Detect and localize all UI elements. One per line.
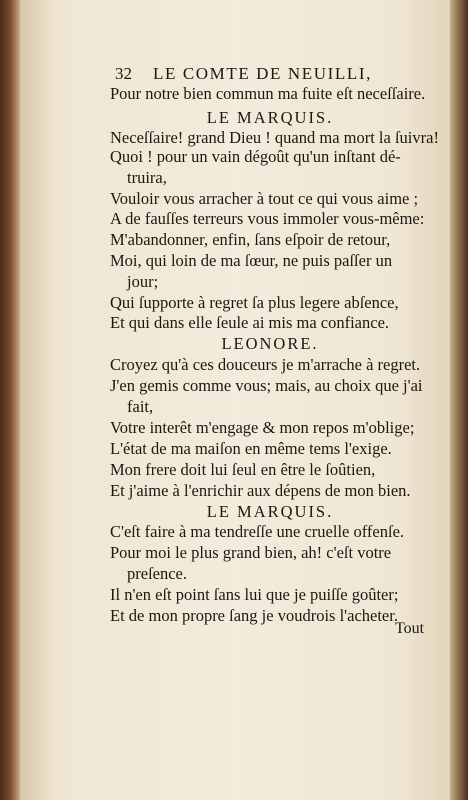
page-number: 32: [115, 64, 132, 83]
verse-line: L'état de ma maiſon en même tems l'exige.: [110, 439, 392, 458]
book-fore-edge-right: [450, 0, 468, 800]
verse-line: preſence.: [127, 564, 187, 583]
verse-line: Quoi ! pour un vain dégoût qu'un inſtant dé-: [110, 147, 401, 166]
verse-line: Pour notre bien commun ma fuite eſt neceſſaire.: [110, 84, 426, 103]
verse-line: Et de mon propre ſang je voudrois l'acheter.: [110, 606, 398, 625]
verse-line: Moi, qui loin de ma ſœur, ne puis paſſer un: [110, 251, 393, 270]
verse-line: M'abandonner, enfin, ſans eſpoir de retour,: [110, 230, 391, 249]
verse-line: Pour moi le plus grand bien, ah! c'eſt votre: [110, 543, 392, 562]
verse-line: Il n'en eſt point ſans lui que je puiſſe goûter;: [110, 585, 399, 604]
verse-line: Croyez qu'à ces douceurs je m'arrache à regret.: [110, 355, 421, 374]
book-gutter-left: [0, 0, 22, 800]
verse-line: Neceſſaire! grand Dieu ! quand ma mort la ſuivra!: [110, 128, 439, 147]
verse-line: Et j'aime à l'enrichir aux dépens de mon bien.: [110, 481, 411, 500]
verse-line: Qui ſupporte à regret ſa plus legere abſence,: [110, 293, 399, 312]
speaker-name: LE MARQUIS.: [206, 502, 334, 521]
verse-line: Vouloir vous arracher à tout ce qui vous aime ;: [110, 189, 419, 208]
verse-line: A de fauſſes terreurs vous immoler vous-même:: [110, 209, 425, 228]
verse-line: Et qui dans elle ſeule ai mis ma confiance.: [110, 313, 390, 332]
verse-line: C'eſt faire à ma tendreſſe une cruelle offenſe.: [110, 522, 405, 541]
running-title: LE COMTE DE NEUILLI,: [153, 64, 372, 83]
speaker-name: LE MARQUIS.: [206, 108, 334, 127]
verse-line: Votre interêt m'engage & mon repos m'oblige;: [110, 418, 415, 437]
speaker-name: LEONORE.: [221, 334, 319, 353]
verse-line: fait,: [127, 397, 154, 416]
catchword: Tout: [395, 620, 425, 637]
running-header: [115, 64, 415, 84]
verse-line: truira,: [127, 168, 167, 187]
verse-line: Mon frere doit lui ſeul en être le ſoûtien,: [110, 460, 376, 479]
verse-line: J'en gemis comme vous; mais, au choix que j'ai: [110, 376, 423, 395]
verse-line: jour;: [127, 272, 159, 291]
